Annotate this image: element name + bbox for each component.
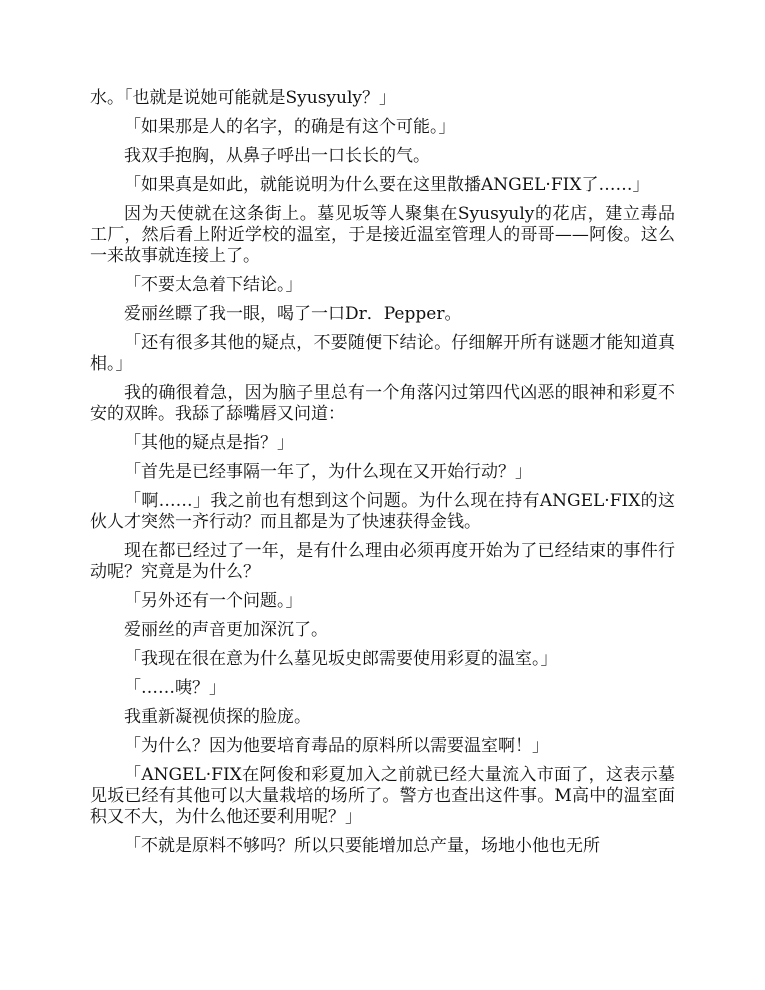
- paragraph: 「不要太急着下结论。」: [124, 275, 303, 295]
- paragraph: 「不就是原料不够吗？所以只要能增加总产量，场地小他也无所: [124, 836, 600, 856]
- paragraph: 「……咦？」: [124, 678, 226, 698]
- paragraph: 「为什么？因为他要培育毒品的原料所以需要温室啊！」: [124, 736, 549, 756]
- paragraph: 现在都已经过了一年，是有什么理由必须再度开始为了已经结束的事件行动呢？究竟是为什么？: [90, 541, 675, 582]
- book-page: [90, 88, 675, 865]
- paragraph: 我重新凝视侦探的脸庞。: [124, 707, 311, 727]
- paragraph: 爱丽丝瞟了我一眼，喝了一口Dr．Pepper。: [124, 304, 462, 324]
- paragraph: 我的确很着急，因为脑子里总有一个角落闪过第四代凶恶的眼神和彩夏不安的双眸。我舔了舔嘴唇又问道：: [90, 383, 675, 424]
- paragraph: 爱丽丝的声音更加深沉了。: [124, 620, 328, 640]
- paragraph: 水。「也就是说她可能就是Syusyuly？」: [90, 88, 397, 108]
- paragraph: 「ANGEL·FIX在阿俊和彩夏加入之前就已经大量流入市面了，这表示墓见坂已经有其他可以大量栽培的场所了。警方也查出这件事。M高中的温室面积又不大，为什么他还要利用呢？」: [90, 765, 675, 827]
- paragraph: 「我现在很在意为什么墓见坂史郎需要使用彩夏的温室。」: [124, 649, 558, 669]
- paragraph: 「首先是已经事隔一年了，为什么现在又开始行动？」: [124, 462, 532, 482]
- paragraph: 「如果真是如此，就能说明为什么要在这里散播ANGEL·FIX了……」: [124, 175, 650, 195]
- paragraph: 因为天使就在这条街上。墓见坂等人聚集在Syusyuly的花店，建立毒品工厂，然后看上附近学校的温室，于是接近温室管理人的哥哥——阿俊。这么一来故事就连接上了。: [90, 204, 675, 266]
- paragraph: 「其他的疑点是指？」: [124, 433, 294, 453]
- paragraph: 我双手抱胸，从鼻子呼出一口长长的气。: [124, 146, 430, 166]
- paragraph: 「另外还有一个问题。」: [124, 591, 303, 611]
- paragraph: 「啊……」我之前也有想到这个问题。为什么现在持有ANGEL·FIX的这伙人才突然一齐行动？而且都是为了快速获得金钱。: [90, 491, 675, 532]
- paragraph: 「还有很多其他的疑点，不要随便下结论。仔细解开所有谜题才能知道真相。」: [90, 333, 675, 374]
- paragraph: 「如果那是人的名字，的确是有这个可能。」: [124, 117, 456, 137]
